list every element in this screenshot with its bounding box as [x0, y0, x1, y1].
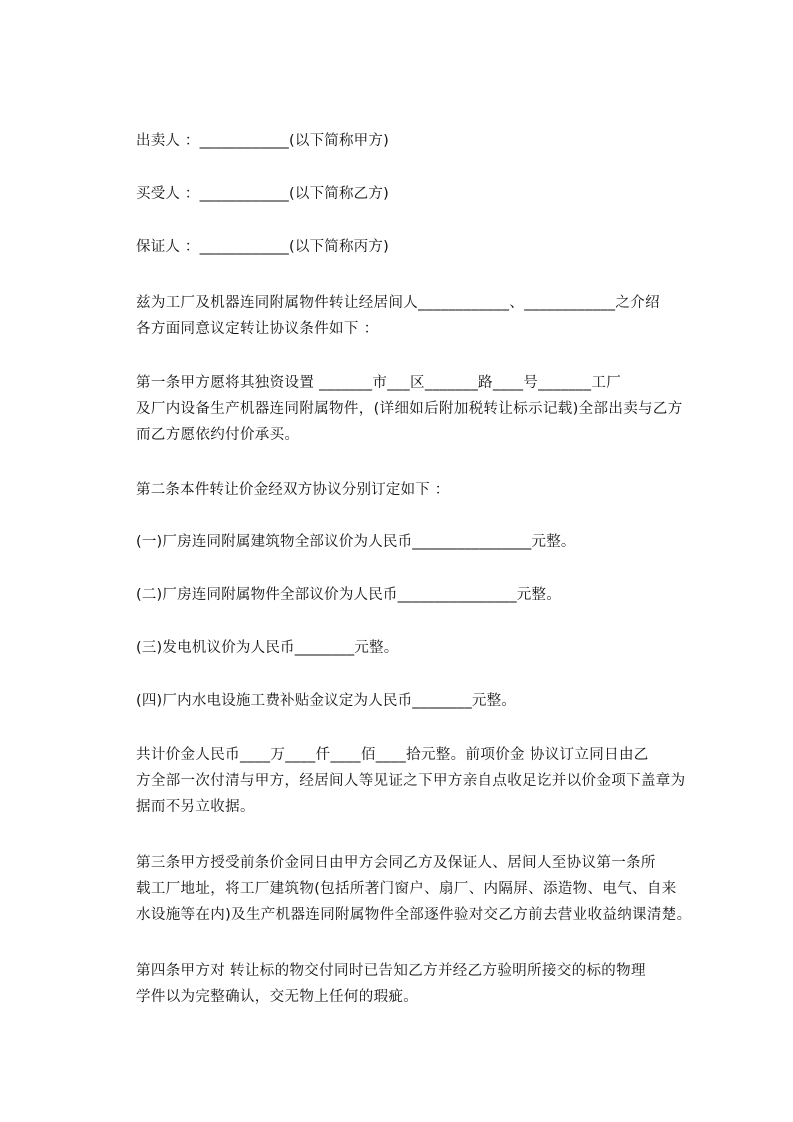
article-4-line-1: 第四条甲方对 转让标的物交付同时已告知乙方并经乙方验明所接交的标的物理 — [136, 963, 646, 979]
total-line-2: 方全部一次付清与甲方，经居间人等见证之下甲方亲自点收足讫并以价金项下盖章为 — [136, 773, 686, 789]
article-3-line-1: 第三条甲方授受前条价金同日由甲方会同乙方及保证人、居间人至协议第一条所 — [136, 855, 656, 871]
article-2-item-3: (三)发电机议价为人民币________元整。 — [136, 640, 399, 656]
article-2-item-4: (四)厂内水电设施工费补贴金议定为人民币________元整。 — [136, 693, 517, 709]
article-1-line-3: 而乙方愿依约付价承买。 — [136, 427, 300, 443]
article-2-item-1: (一)厂房连同附属建筑物全部议价为人民币________________元整。 — [136, 534, 576, 550]
intro-line-2: 各方面同意议定转让协议条件如下 ： — [136, 321, 379, 337]
article-3-line-2: 载工厂地址，将工厂建筑物(包括所著门窗户、扇厂、内隔屏、添造物、电气、自来 — [136, 881, 677, 897]
article-1-line-2: 及厂内设备生产机器连同附属物件，(详细如后附加税转让标示记载)全部出卖与乙方 — [136, 401, 683, 417]
article-2-heading: 第二条本件转让价金经双方协议分别订定如下 ： — [136, 482, 450, 498]
article-3-line-3: 水设施等在内)及生产机器连同附属物件全部逐件验对交乙方前去营业收益纳课清楚。 — [136, 907, 692, 923]
article-4-line-2: 学件以为完整确认，交无物上任何的瑕疵。 — [136, 989, 419, 1005]
article-3-paragraph — [136, 850, 704, 928]
seller-line: 出卖人 ：____________(以下简称甲方) — [136, 133, 389, 149]
intro-line-1: 兹为工厂及机器连同附属物件转让经居间人____________、____________之介绍 — [136, 295, 660, 311]
guarantor-line: 保证人 ：____________(以下简称丙方) — [136, 239, 389, 255]
article-1-paragraph — [136, 370, 704, 448]
total-line-3: 据而不另立收据。 — [136, 799, 255, 815]
article-2-item-2: (二)厂房连同附属物件全部议价为人民币________________元整。 — [136, 587, 561, 603]
buyer-line: 买受人 ：____________(以下简称乙方) — [136, 186, 389, 202]
total-price-paragraph — [136, 742, 704, 820]
article-1-line-1: 第一条甲方愿将其独资设置 _______市___区_______路____号_______工厂 — [136, 375, 622, 391]
intro-paragraph — [136, 290, 704, 342]
article-4-paragraph — [136, 958, 704, 1010]
total-line-1: 共计价金人民币____万____仟____佰____拾元整。前项价金 协议订立同日由乙 — [136, 747, 649, 763]
